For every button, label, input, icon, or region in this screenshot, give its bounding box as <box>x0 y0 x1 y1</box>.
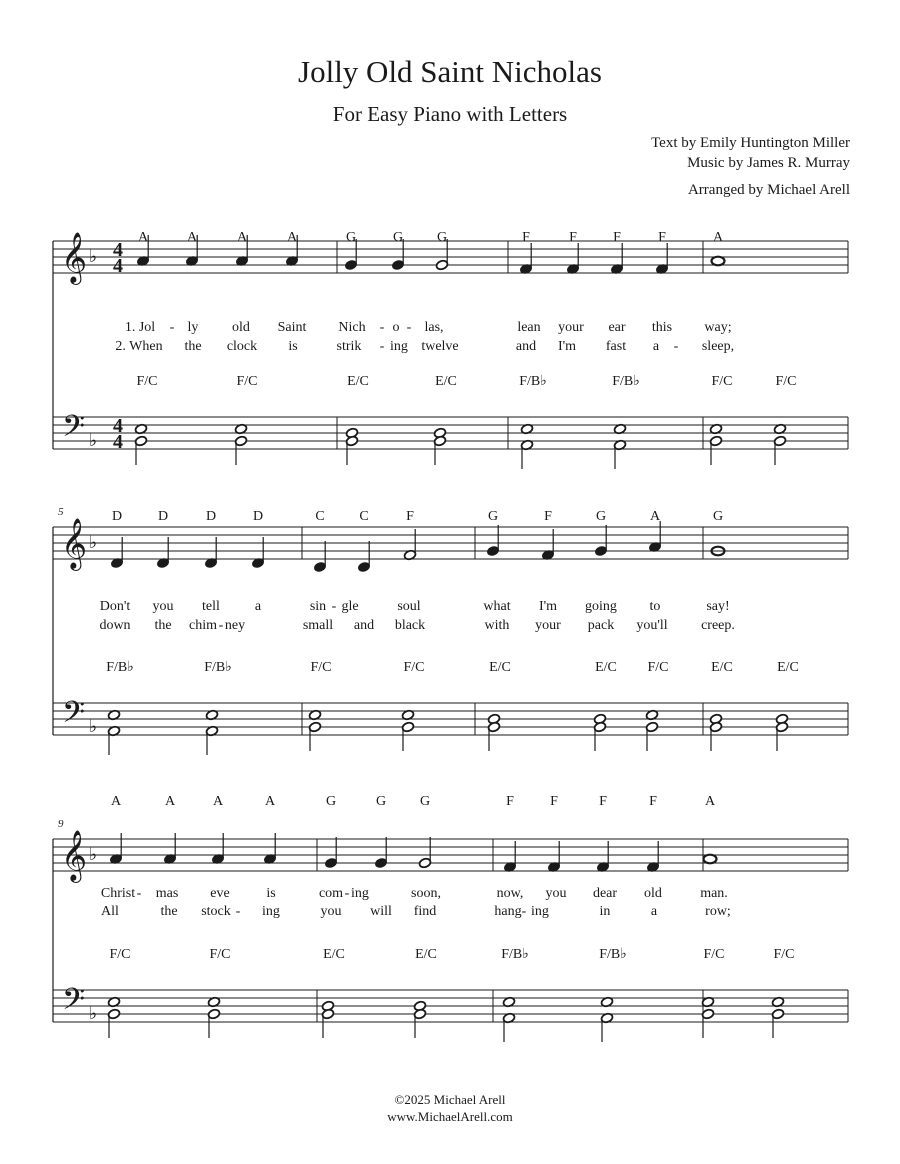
whole-note <box>712 257 725 266</box>
system-1 <box>53 230 848 469</box>
lyric-verse-1: lean <box>517 320 541 335</box>
chord-label: F/B♭ <box>519 374 547 389</box>
lyric-verse-2: stock <box>201 904 231 919</box>
note-letter: A <box>186 230 198 245</box>
lyric-verse-1: - <box>331 599 337 614</box>
lyric-verse-2: hang <box>494 904 522 919</box>
lyric-verse-2: All <box>101 904 119 919</box>
lyric-verse-2: strik <box>336 339 362 354</box>
lyric-verse-2: down <box>99 618 131 633</box>
flat-icon: ♭ <box>88 717 98 736</box>
lyric-verse-2: sleep, <box>701 339 735 354</box>
lyric-verse-2: row; <box>705 904 731 919</box>
chord-label: E/C <box>711 660 733 675</box>
lyric-verse-1: 1. Jol <box>124 320 156 335</box>
lyric-verse-2: small <box>302 618 334 633</box>
note-letter: A <box>712 230 724 245</box>
chord-label: F/C <box>773 947 795 962</box>
lyric-verse-1: o <box>392 320 400 335</box>
note-letter: A <box>137 230 149 245</box>
lyric-verse-2: you'll <box>636 618 668 633</box>
lyric-verse-2: fast <box>605 339 627 354</box>
note-letter: G <box>487 509 499 524</box>
lyric-verse-1: Christ <box>100 886 136 901</box>
lyric-verse-2: a <box>650 904 658 919</box>
lyric-verse-2: twelve <box>421 339 459 354</box>
lyric-verse-2: your <box>535 618 561 633</box>
note-letter: D <box>157 509 169 524</box>
lyric-verse-1: mas <box>155 886 179 901</box>
bass-time-sig-numerator: 4 <box>113 415 123 437</box>
lyric-verse-1: is <box>266 886 276 901</box>
lyric-verse-1: las, <box>424 320 444 335</box>
note-letter: G <box>419 794 431 809</box>
bass-time-sig-denominator: 4 <box>113 431 123 453</box>
lyric-verse-1: sin <box>309 599 327 614</box>
note-letter: C <box>315 509 325 524</box>
lyric-verse-2: - <box>673 339 679 354</box>
system-3 <box>53 794 848 1042</box>
chord-label: F/C <box>403 660 425 675</box>
note-letter: A <box>212 794 224 809</box>
note-letter: F <box>569 230 577 245</box>
system-2 <box>53 506 848 755</box>
lyric-verse-2: and <box>515 339 537 354</box>
treble-time-sig-numerator: 4 <box>113 239 123 261</box>
lyric-verse-2: you <box>320 904 342 919</box>
note-letter: A <box>649 509 661 524</box>
bass-clef-icon: 𝄢 <box>62 696 86 736</box>
lyric-verse-1: eve <box>210 886 230 901</box>
lyric-verse-1: ear <box>608 320 626 335</box>
lyric-verse-1: this <box>651 320 673 335</box>
lyric-verse-1: - <box>406 320 412 335</box>
chord-label: E/C <box>347 374 369 389</box>
note-letter: G <box>392 230 404 245</box>
note-letter: C <box>359 509 369 524</box>
lyric-verse-1: - <box>344 886 350 901</box>
note-letter: A <box>704 794 716 809</box>
note-letter: A <box>110 794 122 809</box>
note-letter: G <box>436 230 448 245</box>
lyric-verse-2: 2. When <box>115 339 163 354</box>
copyright-notice: ©2025 Michael Arell <box>394 1092 506 1107</box>
lyric-verse-1: Nich <box>338 320 366 335</box>
lyric-verse-1: a <box>254 599 262 614</box>
chord-label: E/C <box>323 947 345 962</box>
lyric-verse-1: - <box>136 886 142 901</box>
lyric-verse-2: clock <box>226 339 258 354</box>
chord-label: F/B♭ <box>106 660 134 675</box>
lyric-verse-2: ing <box>531 904 549 919</box>
lyric-verse-2: pack <box>587 618 615 633</box>
lyric-verse-2: ney <box>224 618 246 633</box>
whole-note <box>704 855 717 864</box>
note-letter: A <box>236 230 248 245</box>
note-letter: D <box>205 509 217 524</box>
lyric-verse-1: dear <box>592 886 618 901</box>
arranger-credit: Arranged by Michael Arell <box>687 182 850 198</box>
treble-clef-icon: 𝄞 <box>61 519 88 568</box>
note-letter: F <box>506 794 514 809</box>
flat-icon: ♭ <box>88 247 98 266</box>
lyric-verse-2: and <box>353 618 375 633</box>
lyric-verse-2: with <box>484 618 510 633</box>
note-letter: D <box>252 509 264 524</box>
chord-label: E/C <box>777 660 799 675</box>
chord-label: F/C <box>775 374 797 389</box>
chord-label: F/C <box>109 947 131 962</box>
note-letter: A <box>286 230 298 245</box>
chord-label: E/C <box>595 660 617 675</box>
lyric-verse-2: chim <box>189 618 217 633</box>
lyric-verse-2: black <box>394 618 426 633</box>
bass-clef-icon: 𝄢 <box>62 410 86 450</box>
composer-credit: Music by James R. Murray <box>687 155 850 171</box>
chord-label: F/C <box>703 947 725 962</box>
note-letter: F <box>406 509 414 524</box>
flat-icon: ♭ <box>88 845 98 864</box>
lyric-verse-1: you <box>545 886 567 901</box>
lyric-verse-1: I'm <box>538 599 558 614</box>
lyric-verse-1: what <box>483 599 511 614</box>
lyric-verse-1: Saint <box>277 320 307 335</box>
website-link: www.MichaelArell.com <box>387 1109 513 1124</box>
note-letter: D <box>111 509 123 524</box>
note-letter: G <box>325 794 337 809</box>
lyric-verse-2: creep. <box>701 618 735 633</box>
lyric-verse-1: you <box>152 599 174 614</box>
bass-clef-icon: 𝄢 <box>62 983 86 1023</box>
lyric-verse-1: your <box>558 320 584 335</box>
chord-label: F/C <box>236 374 258 389</box>
lyric-verse-2: is <box>288 339 298 354</box>
treble-clef-icon: 𝄞 <box>61 831 88 880</box>
note-letter: A <box>164 794 176 809</box>
flat-icon: ♭ <box>88 431 98 450</box>
lyric-verse-1: - <box>169 320 175 335</box>
chord-label: F/C <box>136 374 158 389</box>
note-letter: G <box>712 509 724 524</box>
note-letter: F <box>613 230 621 245</box>
lyric-verse-2: - <box>521 904 527 919</box>
lyric-verse-2: I'm <box>557 339 577 354</box>
chord-label: F/B♭ <box>501 947 529 962</box>
lyric-verse-1: gle <box>341 599 359 614</box>
flat-icon: ♭ <box>88 533 98 552</box>
note-letter: F <box>550 794 558 809</box>
lyric-verse-1: old <box>644 886 662 901</box>
note-letter: G <box>345 230 357 245</box>
lyric-verse-2: the <box>160 904 178 919</box>
note-letter: G <box>595 509 607 524</box>
lyric-verse-1: to <box>649 599 661 614</box>
note-letter: G <box>375 794 387 809</box>
lyric-verse-2: ing <box>390 339 408 354</box>
song-subtitle: For Easy Piano with Letters <box>332 102 568 126</box>
lyric-verse-1: going <box>585 599 617 614</box>
note-letter: A <box>264 794 276 809</box>
measure-number: 5 <box>58 506 64 518</box>
lyric-verse-1: com <box>318 886 344 901</box>
lyric-verse-2: the <box>154 618 172 633</box>
lyric-verse-2: - <box>235 904 241 919</box>
lyric-verse-1: say! <box>706 599 730 614</box>
lyric-verse-1: man. <box>700 886 728 901</box>
chord-label: F/C <box>209 947 231 962</box>
treble-clef-icon: 𝄞 <box>61 233 88 282</box>
chord-label: F/C <box>711 374 733 389</box>
lyric-verse-2: find <box>413 904 437 919</box>
chord-label: F/B♭ <box>612 374 640 389</box>
lyric-verse-1: - <box>379 320 385 335</box>
lyric-verse-1: ly <box>187 320 199 335</box>
measure-number: 9 <box>58 818 64 830</box>
lyric-verse-2: the <box>184 339 202 354</box>
chord-label: E/C <box>415 947 437 962</box>
chord-label: F/B♭ <box>599 947 627 962</box>
chord-label: F/C <box>310 660 332 675</box>
note-letter: F <box>544 509 552 524</box>
lyric-verse-1: soul <box>397 599 421 614</box>
lyric-verse-2: ing <box>262 904 280 919</box>
lyric-verse-1: now, <box>496 886 524 901</box>
lyric-verse-1: way; <box>704 320 732 335</box>
chord-label: F/B♭ <box>204 660 232 675</box>
treble-time-sig-denominator: 4 <box>113 255 123 277</box>
lyricist-credit: Text by Emily Huntington Miller <box>651 135 850 151</box>
chord-label: F/C <box>647 660 669 675</box>
lyric-verse-1: soon, <box>411 886 441 901</box>
lyric-verse-1: tell <box>202 599 220 614</box>
note-letter: F <box>522 230 530 245</box>
chord-label: E/C <box>435 374 457 389</box>
song-title: Jolly Old Saint Nicholas <box>298 54 602 89</box>
lyric-verse-2: in <box>599 904 611 919</box>
lyric-verse-1: ing <box>351 886 369 901</box>
flat-icon: ♭ <box>88 1004 98 1023</box>
chord-label: E/C <box>489 660 511 675</box>
note-letter: F <box>658 230 666 245</box>
lyric-verse-1: old <box>232 320 250 335</box>
lyric-verse-2: - <box>379 339 385 354</box>
lyric-verse-2: a <box>652 339 660 354</box>
lyric-verse-1: Don't <box>99 599 131 614</box>
lyric-verse-2: will <box>370 904 392 919</box>
note-letter: F <box>599 794 607 809</box>
note-letter: F <box>649 794 657 809</box>
lyric-verse-2: - <box>218 618 224 633</box>
